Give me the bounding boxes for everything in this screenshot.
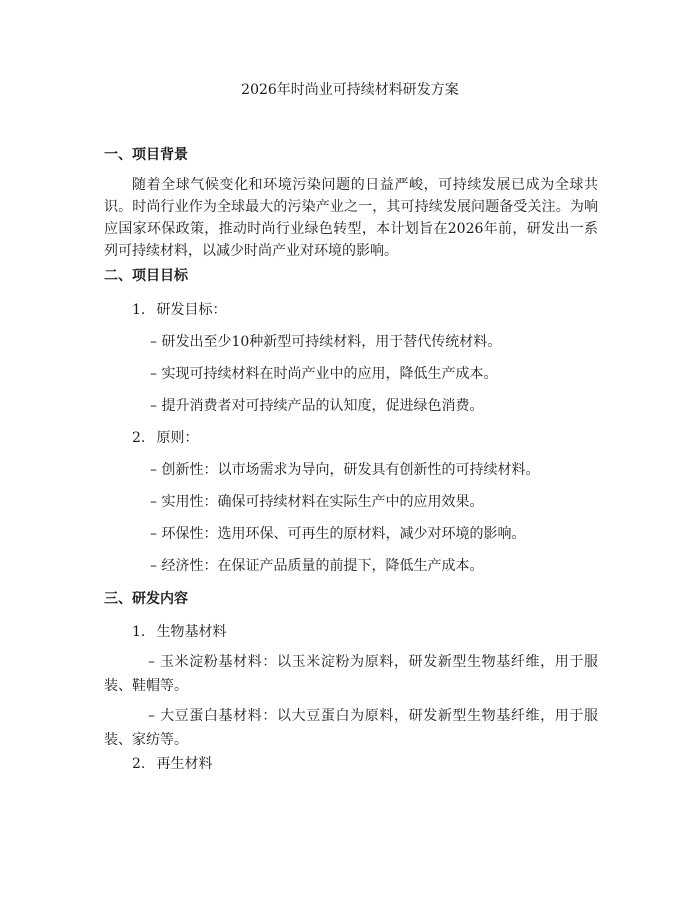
list-label: 研发目标：	[156, 302, 227, 318]
bullet-item: – 实用性：确保可持续材料在实际生产中的应用效果。	[150, 494, 484, 510]
list-label: 再生材料	[156, 756, 213, 772]
document-title: 2026年时尚业可持续材料研发方案	[241, 82, 459, 98]
section-heading-content: 三、研发内容	[104, 591, 188, 607]
bullet-item: – 经济性：在保证产品质量的前提下，降低生产成本。	[150, 558, 484, 574]
bullet-item: – 创新性：以市场需求为导向，研发具有创新性的可持续材料。	[150, 462, 540, 478]
bullet-item: – 环保性：选用环保、可再生的原材料，减少对环境的影响。	[150, 526, 526, 542]
list-number: 2.	[132, 430, 146, 446]
bullet-item: – 研发出至少10种新型可持续材料，用于替代传统材料。	[150, 334, 502, 350]
list-label: 原则：	[156, 430, 199, 446]
bullet-item: – 实现可持续材料在时尚产业中的应用，降低生产成本。	[150, 366, 498, 382]
list-number: 1.	[132, 302, 146, 318]
list-item-bio-based	[132, 622, 226, 642]
list-number: 2.	[132, 756, 146, 772]
list-item-recycled	[132, 754, 212, 774]
background-paragraph: 随着全球气候变化和环境污染问题的日益严峻，可持续发展已成为全球共识。时尚行业作为全球最大的污染产业之一，其可持续发展问题备受关注。为响应国家环保政策，推动时尚行业绿色转型，本计划旨在2026年前，研发出一系列可持续材料，以减少时尚产业对环境的影响。	[104, 177, 598, 259]
list-item-rd-goals	[132, 300, 226, 320]
section-heading-background: 一、项目背景	[104, 147, 188, 163]
bullet-item: – 大豆蛋白基材料：以大豆蛋白为原料，研发新型生物基纤维，用于服装、家纺等。	[104, 708, 598, 748]
list-item-principles	[132, 428, 198, 448]
section-heading-goals: 二、项目目标	[104, 268, 188, 284]
list-label: 生物基材料	[156, 624, 227, 640]
bullet-item: – 玉米淀粉基材料：以玉米淀粉为原料，研发新型生物基纤维，用于服装、鞋帽等。	[104, 654, 598, 694]
bullet-item: – 提升消费者对可持续产品的认知度，促进绿色消费。	[150, 398, 484, 414]
list-number: 1.	[132, 624, 146, 640]
